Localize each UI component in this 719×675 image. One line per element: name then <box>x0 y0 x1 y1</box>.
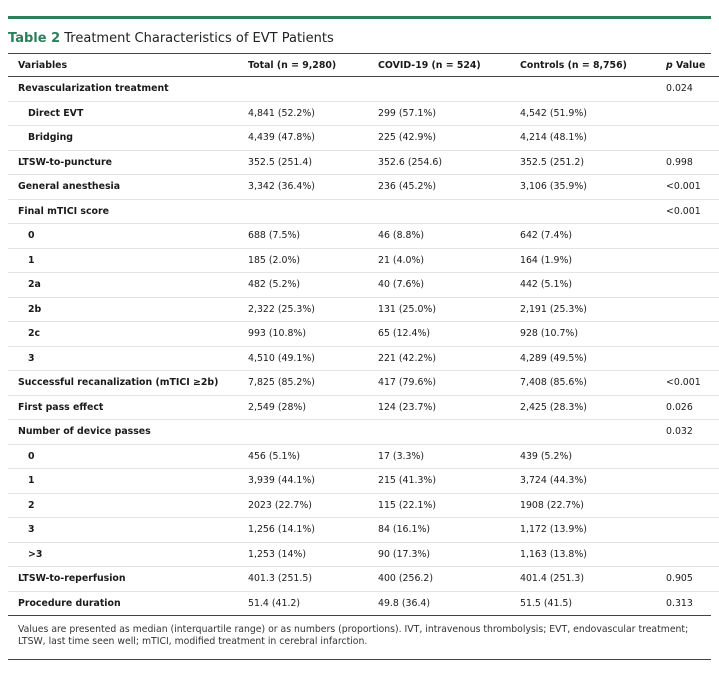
table-row <box>8 126 719 151</box>
table-body <box>8 77 719 616</box>
header-covid: COVID-19 (n = 524) <box>378 54 520 77</box>
row-p-value <box>666 126 719 151</box>
row-variable: 1 <box>8 469 248 494</box>
table-row <box>8 150 719 175</box>
table-row <box>8 77 719 102</box>
row-controls: 164 (1.9%) <box>520 248 666 273</box>
row-total: 185 (2.0%) <box>248 248 378 273</box>
row-total: 688 (7.5%) <box>248 224 378 249</box>
row-covid: 236 (45.2%) <box>378 175 520 200</box>
row-covid: 90 (17.3%) <box>378 542 520 567</box>
row-variable: 2a <box>8 273 248 298</box>
row-total: 3,342 (36.4%) <box>248 175 378 200</box>
row-p-value: 0.313 <box>666 591 719 615</box>
row-total: 456 (5.1%) <box>248 444 378 469</box>
row-controls: 442 (5.1%) <box>520 273 666 298</box>
row-total: 3,939 (44.1%) <box>248 469 378 494</box>
row-variable: Number of device passes <box>8 420 248 445</box>
row-covid <box>378 199 520 224</box>
row-controls: 439 (5.2%) <box>520 444 666 469</box>
table-row <box>8 101 719 126</box>
row-controls <box>520 420 666 445</box>
row-controls <box>520 199 666 224</box>
row-total: 2,322 (25.3%) <box>248 297 378 322</box>
row-p-value: 0.026 <box>666 395 719 420</box>
row-variable: Direct EVT <box>8 101 248 126</box>
row-p-value <box>666 346 719 371</box>
row-variable: Procedure duration <box>8 591 248 615</box>
row-p-value: 0.905 <box>666 567 719 592</box>
row-p-value <box>666 273 719 298</box>
row-covid: 17 (3.3%) <box>378 444 520 469</box>
row-controls: 642 (7.4%) <box>520 224 666 249</box>
row-covid: 40 (7.6%) <box>378 273 520 298</box>
row-controls: 401.4 (251.3) <box>520 567 666 592</box>
table-row <box>8 420 719 445</box>
row-variable: 2b <box>8 297 248 322</box>
row-covid: 225 (42.9%) <box>378 126 520 151</box>
row-p-value <box>666 518 719 543</box>
row-variable: 3 <box>8 346 248 371</box>
row-covid: 352.6 (254.6) <box>378 150 520 175</box>
header-p-suffix: Value <box>672 59 706 71</box>
row-controls: 352.5 (251.2) <box>520 150 666 175</box>
header-row <box>8 54 719 77</box>
row-variable: 0 <box>8 444 248 469</box>
table-row <box>8 297 719 322</box>
table-row <box>8 542 719 567</box>
row-controls: 51.5 (41.5) <box>520 591 666 615</box>
row-covid: 299 (57.1%) <box>378 101 520 126</box>
row-total: 7,825 (85.2%) <box>248 371 378 396</box>
row-controls: 4,542 (51.9%) <box>520 101 666 126</box>
row-covid: 400 (256.2) <box>378 567 520 592</box>
row-covid: 215 (41.3%) <box>378 469 520 494</box>
table-row <box>8 175 719 200</box>
row-p-value: <0.001 <box>666 371 719 396</box>
row-controls: 2,425 (28.3%) <box>520 395 666 420</box>
row-total <box>248 199 378 224</box>
row-covid: 115 (22.1%) <box>378 493 520 518</box>
row-p-value <box>666 224 719 249</box>
table-row <box>8 346 719 371</box>
row-p-value: <0.001 <box>666 175 719 200</box>
row-covid: 46 (8.8%) <box>378 224 520 249</box>
row-covid: 221 (42.2%) <box>378 346 520 371</box>
row-variable: >3 <box>8 542 248 567</box>
row-total: 1,253 (14%) <box>248 542 378 567</box>
row-total: 4,439 (47.8%) <box>248 126 378 151</box>
row-controls: 1908 (22.7%) <box>520 493 666 518</box>
row-total: 2,549 (28%) <box>248 395 378 420</box>
table-row <box>8 224 719 249</box>
row-p-value <box>666 469 719 494</box>
top-accent-rule <box>8 16 711 19</box>
row-total: 993 (10.8%) <box>248 322 378 347</box>
row-total <box>248 77 378 102</box>
table-caption: Treatment Characteristics of EVT Patients <box>64 31 334 46</box>
row-total: 1,256 (14.1%) <box>248 518 378 543</box>
row-controls: 3,724 (44.3%) <box>520 469 666 494</box>
table-row <box>8 248 719 273</box>
row-total: 401.3 (251.5) <box>248 567 378 592</box>
row-controls: 4,289 (49.5%) <box>520 346 666 371</box>
row-controls: 928 (10.7%) <box>520 322 666 347</box>
row-total: 352.5 (251.4) <box>248 150 378 175</box>
table-row <box>8 591 719 615</box>
row-covid: 124 (23.7%) <box>378 395 520 420</box>
row-covid <box>378 77 520 102</box>
row-variable: Final mTICI score <box>8 199 248 224</box>
row-variable: Successful recanalization (mTICI ≥2b) <box>8 371 248 396</box>
table-row <box>8 273 719 298</box>
row-p-value: <0.001 <box>666 199 719 224</box>
row-variable: General anesthesia <box>8 175 248 200</box>
table-row <box>8 444 719 469</box>
table-row <box>8 567 719 592</box>
row-variable: First pass effect <box>8 395 248 420</box>
row-covid <box>378 420 520 445</box>
table-row <box>8 395 719 420</box>
row-p-value <box>666 101 719 126</box>
row-p-value <box>666 542 719 567</box>
row-p-value <box>666 248 719 273</box>
table-footnote: Values are presented as median (interquartile range) or as numbers (proportions). IVT, intravenous thrombolysis; EVT, endovascular treatment; LTSW, last time seen well; mTICI, modified treatment in cerebral infarction. <box>8 615 711 648</box>
row-total: 51.4 (41.2) <box>248 591 378 615</box>
table-row <box>8 493 719 518</box>
row-controls <box>520 77 666 102</box>
row-total <box>248 420 378 445</box>
row-p-value <box>666 297 719 322</box>
row-p-value <box>666 493 719 518</box>
row-variable: Revascularization treatment <box>18 83 169 95</box>
row-total: 4,510 (49.1%) <box>248 346 378 371</box>
row-p-value <box>666 322 719 347</box>
bottom-rule <box>8 659 711 660</box>
row-controls: 2,191 (25.3%) <box>520 297 666 322</box>
header-p-italic: p <box>666 59 673 71</box>
row-p-value: 0.024 <box>666 83 693 95</box>
table-row <box>8 469 719 494</box>
header-total: Total (n = 9,280) <box>248 54 378 77</box>
row-controls: 3,106 (35.9%) <box>520 175 666 200</box>
table-page <box>8 16 711 660</box>
row-total: 482 (5.2%) <box>248 273 378 298</box>
row-variable: 2c <box>8 322 248 347</box>
row-controls: 1,163 (13.8%) <box>520 542 666 567</box>
treatment-table <box>8 54 719 615</box>
row-covid: 84 (16.1%) <box>378 518 520 543</box>
row-variable: 1 <box>8 248 248 273</box>
row-controls: 7,408 (85.6%) <box>520 371 666 396</box>
row-variable: 0 <box>8 224 248 249</box>
row-variable: LTSW-to-puncture <box>8 150 248 175</box>
table-row <box>8 199 719 224</box>
row-covid: 65 (12.4%) <box>378 322 520 347</box>
row-controls: 1,172 (13.9%) <box>520 518 666 543</box>
row-variable: LTSW-to-reperfusion <box>8 567 248 592</box>
row-covid: 21 (4.0%) <box>378 248 520 273</box>
header-p-value <box>666 54 719 77</box>
table-row <box>8 322 719 347</box>
row-controls: 4,214 (48.1%) <box>520 126 666 151</box>
row-variable: 2 <box>8 493 248 518</box>
table-row <box>8 518 719 543</box>
header-controls: Controls (n = 8,756) <box>520 54 666 77</box>
row-variable: Bridging <box>8 126 248 151</box>
row-covid: 417 (79.6%) <box>378 371 520 396</box>
table-title <box>8 30 711 48</box>
row-covid: 131 (25.0%) <box>378 297 520 322</box>
row-variable: 3 <box>8 518 248 543</box>
row-p-value: 0.998 <box>666 150 719 175</box>
row-p-value: 0.032 <box>666 420 719 445</box>
row-p-value <box>666 444 719 469</box>
header-variables: Variables <box>8 54 248 77</box>
row-total: 2023 (22.7%) <box>248 493 378 518</box>
row-covid: 49.8 (36.4) <box>378 591 520 615</box>
table-row <box>8 371 719 396</box>
row-total: 4,841 (52.2%) <box>248 101 378 126</box>
table-label: Table 2 <box>8 31 61 46</box>
